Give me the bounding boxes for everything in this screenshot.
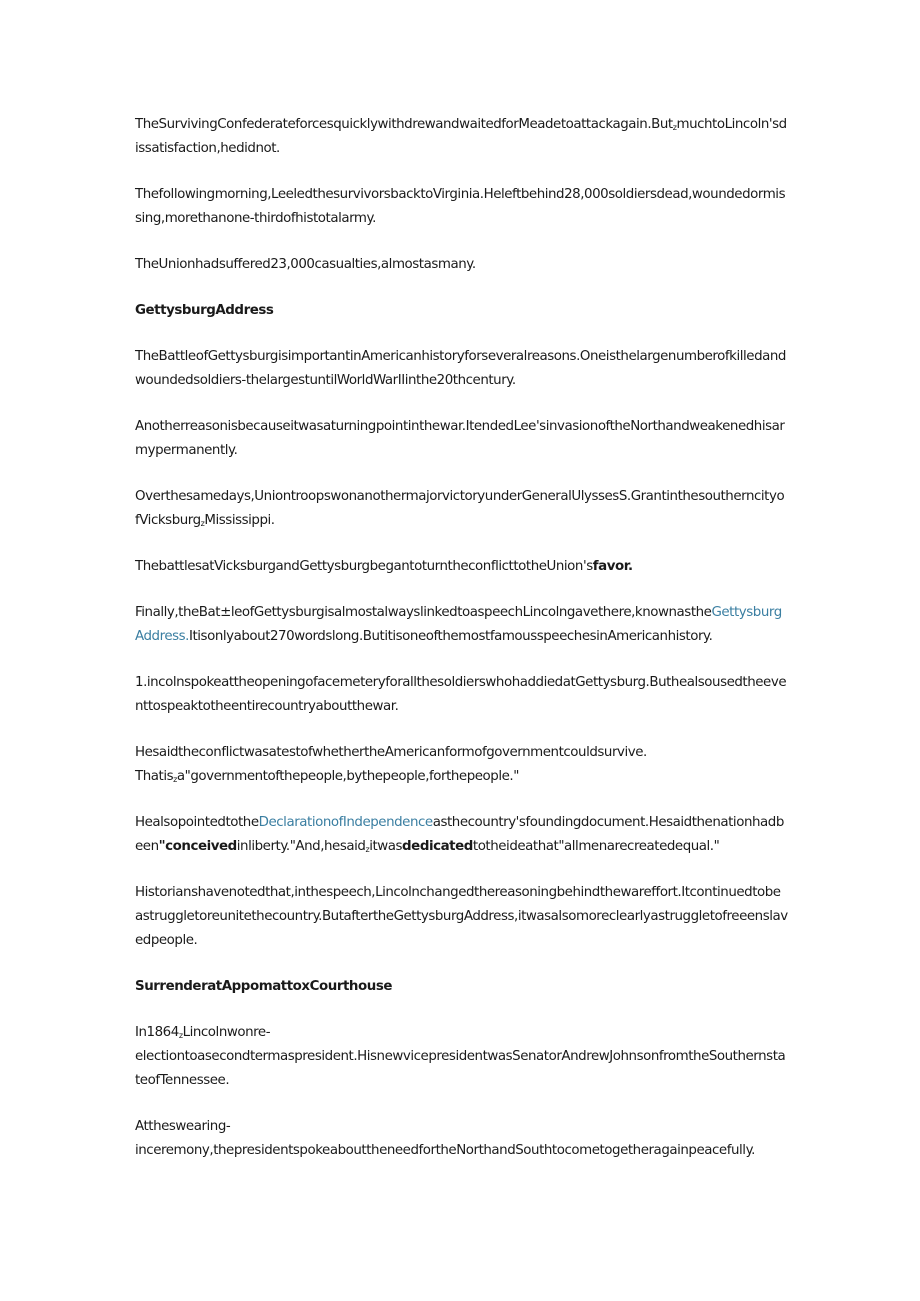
subscript-mark: z bbox=[672, 123, 677, 132]
paragraph-turning-point: Anotherreasonisbecauseitwasaturningpointinthewar.ItendedLee'sinvasionoftheNorthandweakenedhisarmypermanently. bbox=[135, 419, 785, 458]
subscript-mark: z bbox=[173, 775, 177, 784]
paragraph-vicksburg bbox=[135, 485, 788, 533]
declaration-of-independence-link[interactable]: DeclarationofIndependence bbox=[258, 815, 433, 830]
subscript-mark: z bbox=[200, 519, 205, 528]
text: Itisonlyabout270wordslong.ButitisoneofthemostfamousspeechesinAmericanhistory. bbox=[188, 629, 713, 644]
text: Healsopointedtothe bbox=[135, 815, 259, 830]
text: totheideathat"allmenarecreatedequal." bbox=[472, 839, 720, 854]
paragraph-gettysburg-speech bbox=[135, 601, 788, 649]
paragraph-union-casualties: TheUnionhadsuffered23,000casualties,almostasmany. bbox=[135, 257, 476, 272]
section-heading-appomattox: SurrenderatAppomattoxCourthouse bbox=[135, 979, 393, 994]
paragraph-confederate-withdrawal bbox=[135, 113, 788, 161]
text: itwas bbox=[369, 839, 403, 854]
paragraph-swearing-in bbox=[135, 1115, 788, 1163]
paragraph-battle-importance: TheBattleofGettysburgisimportantinAmericanhistoryforseveralreasons.Oneisthelargenumberofkilledandwoundedsoldiers-thelargestuntilWorldWarIIinthe20thcentury. bbox=[135, 349, 786, 388]
text: TheSurvivingConfederateforcesquicklywithdrewandwaitedforMeadetoattackagain.But bbox=[135, 117, 673, 132]
bold-text: favor. bbox=[592, 559, 633, 574]
bold-text: "conceived bbox=[158, 839, 237, 854]
text: inliberty."And,hesaid bbox=[236, 839, 366, 854]
text: ThebattlesatVicksburgandGettysburgbegantoturntheconflicttotheUnion's bbox=[135, 559, 593, 574]
text: HesaidtheconflictwasatestofwhethertheAmericanformofgovernmentcouldsurvive. bbox=[135, 745, 647, 760]
text: Lincolnwonre- bbox=[182, 1025, 271, 1040]
text: asthecountry'sfoundingdocument.Hesaidthenationhadbeen bbox=[135, 815, 784, 854]
text: muchtoLincoln'sdissatisfaction,hedidnot. bbox=[135, 117, 787, 156]
text: Attheswearing- bbox=[135, 1119, 231, 1134]
bold-text: dedicated bbox=[402, 839, 473, 854]
text: Thatis bbox=[135, 769, 174, 784]
text: Mississippi. bbox=[204, 513, 275, 528]
text: Overthesamedays,UniontroopswonanothermajorvictoryunderGeneralUlyssesS.GrantinthesoutherncityofVicksburg bbox=[135, 489, 785, 528]
text: a"governmentofthepeople,bythepeople,forthepeople." bbox=[176, 769, 519, 784]
paragraph-government-test bbox=[135, 741, 788, 789]
text: inceremony,thepresidentspokeabouttheneedfortheNorthandSouthtocometogetheragainpeacefully. bbox=[135, 1143, 755, 1158]
subscript-mark: z bbox=[365, 845, 370, 854]
section-heading-gettysburg-address: GettysburgAddress bbox=[135, 303, 274, 318]
paragraph-battles-favor bbox=[135, 555, 788, 579]
subscript-mark: z bbox=[178, 1031, 183, 1040]
text: In1864 bbox=[135, 1025, 179, 1040]
paragraph-historians: Historianshavenotedthat,inthespeech,Lincolnchangedthereasoningbehindthewareffort.Itcontinuedtobeastruggletoreunitethecountry.ButaftertheGettysburgAddress,itwasalsomoreclearlyastruggletofreeenslavedpeople. bbox=[135, 885, 788, 948]
gettysburg-address-link[interactable]: GettysburgAddress. bbox=[135, 605, 782, 644]
paragraph-cemetery-opening: 1.incolnspokeattheopeningofacemeteryforallthesoldierswhohaddiedatGettysburg.Buthealsousedtheeventtospeaktotheentirecountryaboutthewar. bbox=[135, 675, 787, 714]
paragraph-reelection bbox=[135, 1021, 788, 1093]
paragraph-declaration bbox=[135, 811, 788, 859]
text: electiontoasecondtermaspresident.HisnewvicepresidentwasSenatorAndrewJohnsonfromtheSouthernstateofTennessee. bbox=[135, 1049, 786, 1088]
text: Finally,theBat±leofGettysburgisalmostalwayslinkedtoaspeechLincolngavethere,knownasthe bbox=[135, 605, 712, 620]
paragraph-lee-retreat: Thefollowingmorning,LeeledthesurvivorsbacktoVirginia.Heleftbehind28,000soldiersdead,woundedormissing,morethanone-thirdofhistotalarmy. bbox=[135, 187, 786, 226]
